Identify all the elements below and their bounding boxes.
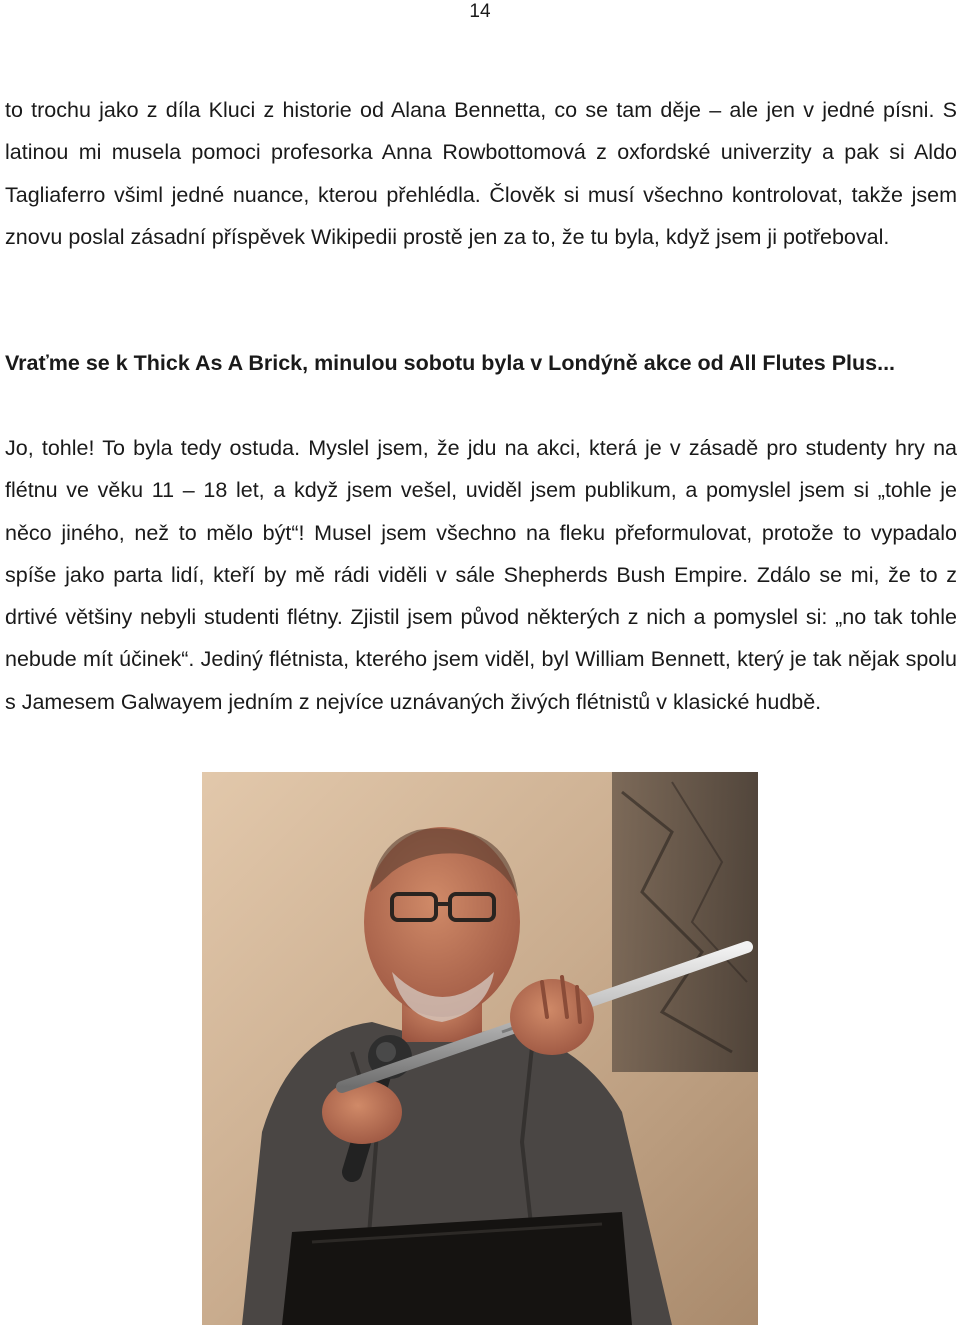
page-number: 14 xyxy=(469,1,491,22)
photo-dark-panel xyxy=(612,772,758,1072)
interview-question: Vraťme se k Thick As A Brick, minulou sobotu byla v Londýně akce od All Flutes Plus... xyxy=(5,351,896,375)
photo-flutist-speaking xyxy=(202,772,758,1325)
photo-left-hand xyxy=(322,1080,402,1144)
paragraph-intro: to trochu jako z díla Kluci z historie od Alana Bennetta, co se tam děje – ale jen v jedné písni. S latinou mi musela pomoci profesorka Anna Rowbottomová z oxfordské univerzity a pak si Aldo Tagliaferro všiml jedné nuance, kterou přehlédla. Člověk si musí všechno kontrolovat, takže jsem znovu poslal zásadní příspěvek Wikipedii prostě jen za to, že tu byla, když jsem ji potřeboval. xyxy=(5,98,957,249)
paragraph-answer: Jo, tohle! To byla tedy ostuda. Myslel jsem, že jdu na akci, která je v zásadě pro studenty hry na flétnu ve věku 11 – 18 let, a když jsem vešel, uviděl jsem publikum, a pomyslel jsem si „tohle je něco jiného, než to mělo být“! Musel jsem všechno na fleku přeformulovat, protože to vypadalo spíše jako parta lidí, kteří by mě rádi viděli v sále Shepherds Bush Empire. Zdálo se mi, že to z drtivé většiny nebyli studenti flétny. Zjistil jsem původ některých z nich a pomyslel si: „no tak tohle nebude mít účinek“. Jediný flétnista, kterého jsem viděl, byl William Bennett, který je tak nějak spolu s Jamesem Galwayem jedním z nejvíce uznávaných živých flétnistů v klasické hudbě. xyxy=(5,436,957,714)
